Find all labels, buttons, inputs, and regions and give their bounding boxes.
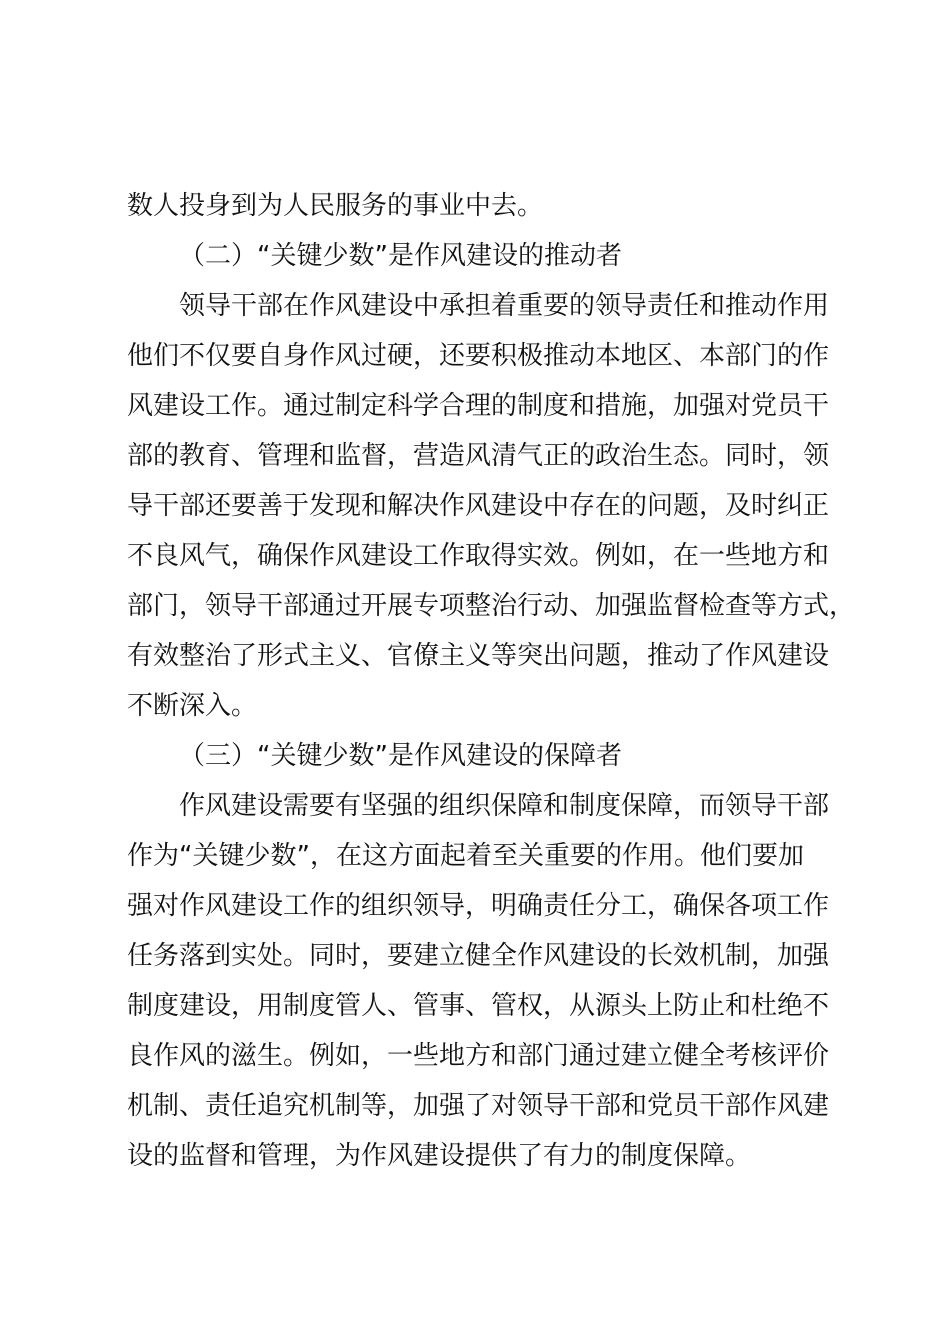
text-line: 风建设工作。通过制定科学合理的制度和措施，加强对党员干 — [127, 391, 830, 421]
document-body — [127, 181, 857, 1181]
text-line: 制度建设，用制度管人、管事、管权，从源头上防止和杜绝不 — [127, 991, 830, 1021]
text-line: 任务落到实处。同时，要建立健全作风建设的长效机制，加强 — [127, 941, 830, 971]
text-line: 数人投身到为人民服务的事业中去。 — [127, 191, 544, 221]
text-line: 导干部还要善于发现和解决作风建设中存在的问题，及时纠正 — [127, 491, 830, 521]
text-line: 不良风气，确保作风建设工作取得实效。例如，在一些地方和 — [127, 541, 830, 571]
text-line: 有效整治了形式主义、官僚主义等突出问题，推动了作风建设 — [127, 641, 830, 671]
text-line: 他们不仅要自身作风过硬，还要积极推动本地区、本部门的作 — [127, 341, 830, 371]
text-line: 良作风的滋生。例如，一些地方和部门通过建立健全考核评价 — [127, 1041, 830, 1071]
text-line: 部的教育、管理和监督，营造风清气正的政治生态。同时，领 — [127, 441, 830, 471]
text-line: 部门，领导干部通过开展专项整治行动、加强监督检查等方式， — [127, 591, 856, 621]
text-line: 设的监督和管理，为作风建设提供了有力的制度保障。 — [127, 1141, 752, 1171]
text-line: 作风建设需要有坚强的组织保障和制度保障，而领导干部 — [179, 791, 830, 821]
text-line: 领导干部在作风建设中承担着重要的领导责任和推动作用 — [179, 291, 830, 321]
text-line: 作为“关键少数”，在这方面起着至关重要的作用。他们要加 — [127, 841, 804, 871]
section-heading-3: （三）“关键少数”是作风建设的保障者 — [179, 741, 622, 771]
text-line: 不断深入。 — [127, 691, 258, 721]
text-line: 强对作风建设工作的组织领导，明确责任分工，确保各项工作 — [127, 891, 830, 921]
text-line: 机制、责任追究机制等，加强了对领导干部和党员干部作风建 — [127, 1091, 830, 1121]
section-heading-2: （二）“关键少数”是作风建设的推动者 — [179, 241, 622, 271]
